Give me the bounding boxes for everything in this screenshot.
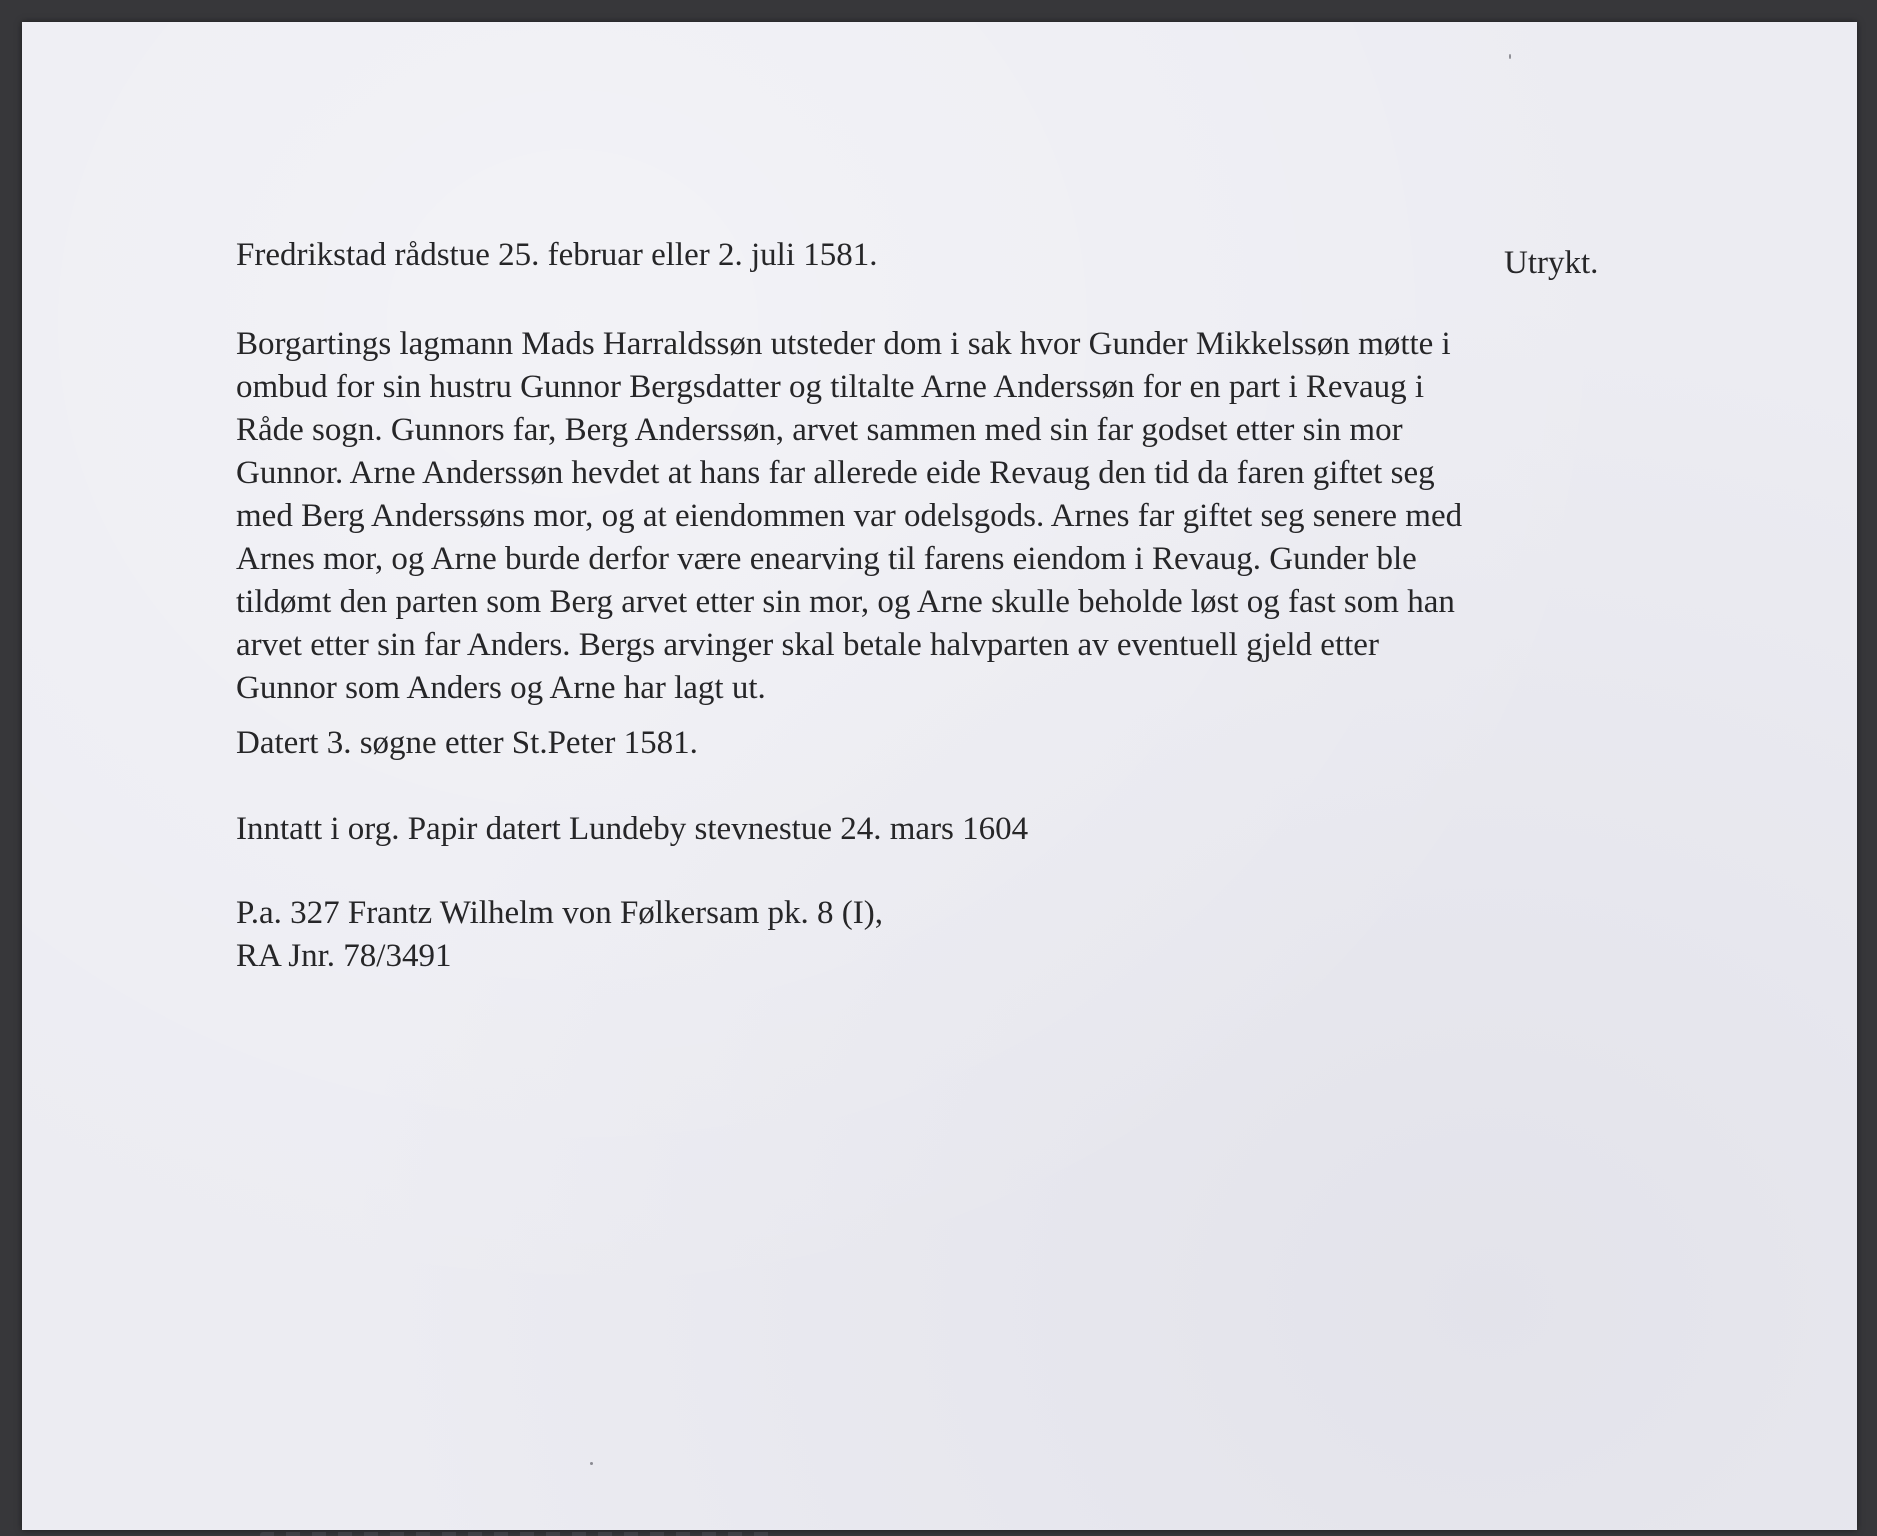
summary-paragraph (236, 323, 1462, 710)
summary-line: ombud for sin hustru Gunnor Bergsdatter og tiltalte Arne Anderssøn for en part i Revaug i (236, 369, 1425, 405)
summary-line: tildømt den parten som Berg arvet etter sin mor, og Arne skulle beholde løst og fast som han (236, 584, 1455, 620)
summary-line: Gunnor. Arne Anderssøn hevdet at hans far allerede eide Revaug den tid da faren giftet seg (236, 455, 1435, 491)
archive-reference (236, 892, 883, 978)
summary-line: med Berg Anderssøns mor, og at eiendommen var odelsgods. Arnes far giftet seg senere med (236, 498, 1463, 534)
summary-line: Gunnor som Anders og Arne har lagt ut. (236, 670, 766, 706)
document-sheet (22, 22, 1857, 1530)
summary-line: Arnes mor, og Arne burde derfor være enearving til farens eiendom i Revaug. Gunder ble (236, 541, 1417, 577)
paper-speck (1509, 54, 1511, 59)
archive-ref-line: RA Jnr. 78/3491 (236, 938, 452, 974)
paper-speck (590, 1462, 593, 1465)
summary-line: Borgartings lagmann Mads Harraldssøn utsteder dom i sak hvor Gunder Mikkelssøn møtte i (236, 326, 1451, 362)
source-note: Inntatt i org. Papir datert Lundeby stevnestue 24. mars 1604 (236, 811, 1029, 847)
summary-line: arvet etter sin far Anders. Bergs arvinger skal betale halvparten av eventuell gjeld etter (236, 627, 1379, 663)
archive-ref-line: P.a. 327 Frantz Wilhelm von Følkersam pk. 8 (I), (236, 895, 883, 931)
cut-off-text-fragment (260, 1532, 780, 1536)
dating-line: Datert 3. søgne etter St.Peter 1581. (236, 725, 698, 761)
header-place-date: Fredrikstad rådstue 25. februar eller 2. juli 1581. (236, 237, 878, 273)
summary-line: Råde sogn. Gunnors far, Berg Anderssøn, arvet sammen med sin far godset etter sin mor (236, 412, 1403, 448)
publication-status: Utrykt. (1504, 245, 1599, 281)
